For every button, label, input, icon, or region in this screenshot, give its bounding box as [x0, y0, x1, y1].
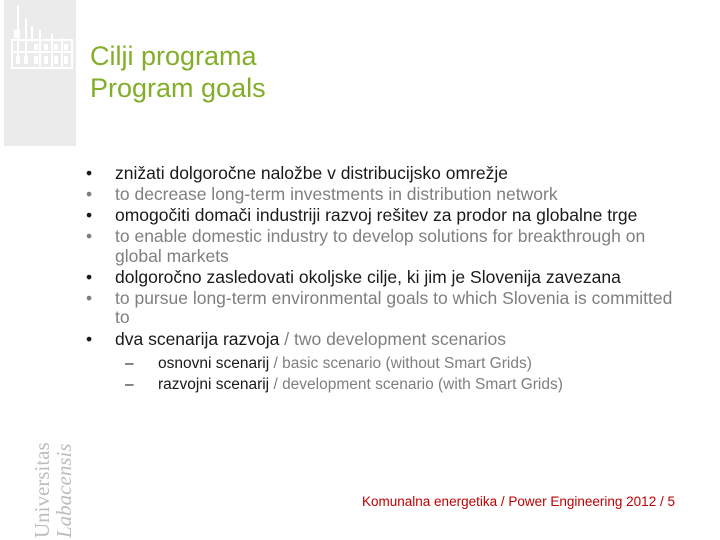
building-icon: [4, 0, 76, 146]
slide-title: [90, 40, 266, 104]
scenario-item: [125, 353, 676, 374]
goal-text: znižati dolgoročne naložbe v distribucijsko omrežje: [115, 163, 508, 183]
goal-item: [86, 227, 676, 266]
goal-item: [86, 268, 676, 288]
scenarios-separator: /: [279, 328, 294, 349]
goal-item: [86, 206, 676, 226]
scenario-separator: /: [269, 376, 283, 394]
scenarios-english: two development scenarios: [293, 328, 507, 349]
scenario-separator: /: [269, 355, 283, 373]
title-english: Program goals: [90, 73, 266, 103]
logo-line1: Universitas: [30, 442, 54, 538]
goal-text: dolgoročno zasledovati okoljske cilje, ki jim je Slovenija zavezana: [115, 266, 621, 287]
scenario-slovenian: razvojni scenarij: [158, 376, 270, 394]
goal-text: to enable domestic industry to develop solutions for breakthrough on global markets: [115, 226, 646, 266]
scenario-item: [125, 374, 676, 395]
university-logo-text: [30, 438, 76, 540]
logo-line2: Labacensis: [52, 443, 76, 538]
scenarios-sublist: [115, 353, 676, 395]
goal-item: [86, 164, 676, 184]
goals-list: [86, 164, 676, 397]
goal-text: to pursue long-term environmental goals to which Slovenia is committed to: [115, 287, 673, 328]
scenarios-item: [86, 330, 676, 396]
scenario-english: development scenario (with Smart Grids): [282, 376, 563, 394]
scenarios-slovenian: dva scenarija razvoja: [115, 328, 280, 349]
goal-item: [86, 185, 676, 205]
goal-text: omogočiti domači industriji razvoj rešitev za prodor na globalne trge: [115, 205, 638, 226]
scenario-english: basic scenario (without Smart Grids): [282, 355, 532, 373]
title-slovenian: Cilji programa: [90, 41, 257, 71]
goal-item: [86, 289, 676, 328]
slide-footer: Komunalna energetika / Power Engineering 2012 / 5: [362, 494, 675, 509]
scenario-slovenian: osnovni scenarij: [158, 355, 270, 373]
goal-text: to decrease long-term investments in distribution network: [115, 184, 558, 205]
university-logo-building: [4, 0, 76, 146]
